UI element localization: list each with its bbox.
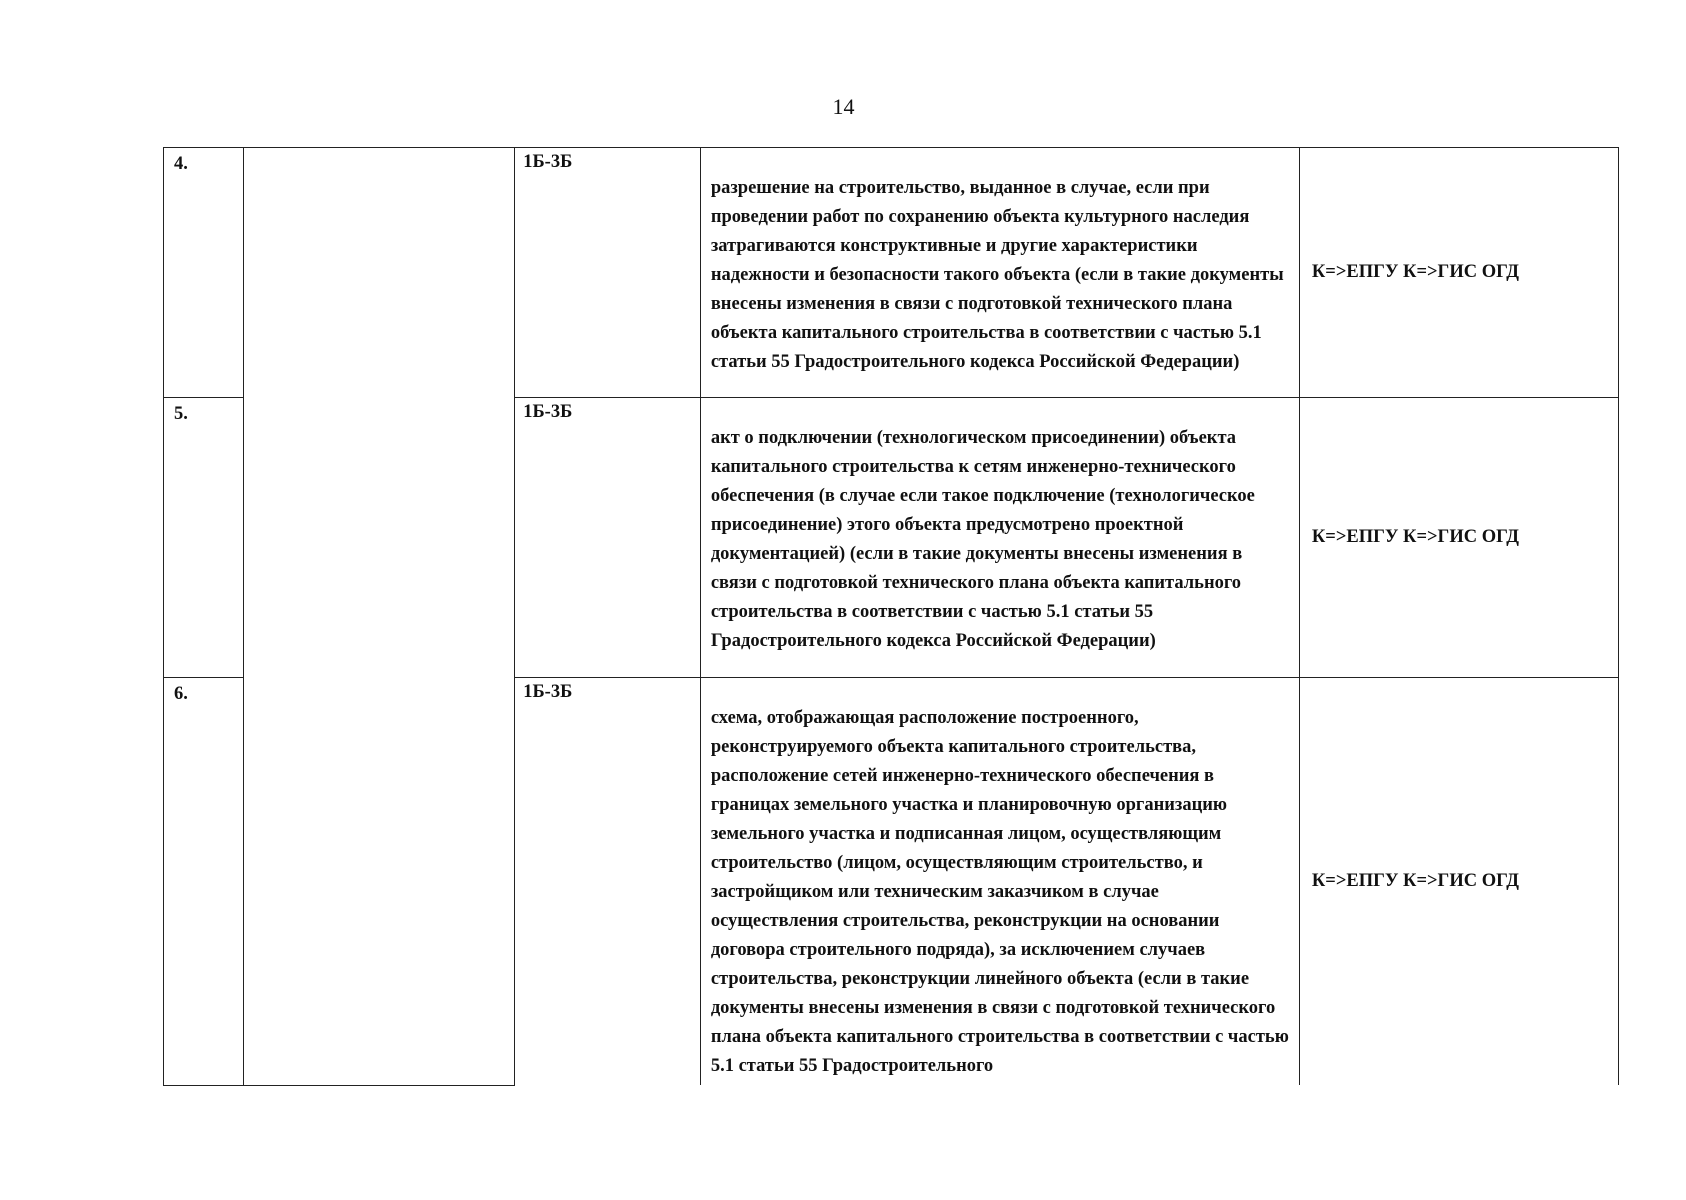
empty-column-cell <box>244 148 515 1086</box>
row-code: 1Б-3Б <box>515 148 701 398</box>
row-route: К=>ЕПГУ К=>ГИС ОГД <box>1299 148 1618 398</box>
table-row <box>164 148 1619 398</box>
row-description: разрешение на строительство, выданное в случае, если при проведении работ по сохранению объекта культурного наследия затрагиваются конструктивные и другие характеристики надежности и безопасности такого объекта (если в такие документы внесены изменения в связи с подготовкой технического плана объекта капитального строительства в соответствии с частью 5.1 статьи 55 Градостроительного кодекса Российской Федерации) <box>700 148 1299 398</box>
row-code: 1Б-3Б <box>515 678 701 1086</box>
page-number: 14 <box>832 94 855 119</box>
row-code: 1Б-3Б <box>515 398 701 678</box>
row-number: 4. <box>164 148 244 398</box>
documents-table <box>163 147 1619 1086</box>
row-number: 6. <box>164 678 244 1086</box>
row-route: К=>ЕПГУ К=>ГИС ОГД <box>1299 398 1618 678</box>
row-description: акт о подключении (технологическом присоединении) объекта капитального строительства к сетям инженерно-технического обеспечения (в случае если такое подключение (технологическое присоединение) этого объекта предусмотрено проектной документацией) (если в такие документы внесены изменения в связи с подготовкой технического плана объекта капитального строительства в соответствии с частью 5.1 статьи 55 Градостроительного кодекса Российской Федерации) <box>700 398 1299 678</box>
row-description: схема, отображающая расположение построенного, реконструируемого объекта капитального строительства, расположение сетей инженерно-технического обеспечения в границах земельного участка и планировочную организацию земельного участка и подписанная лицом, осуществляющим строительство (лицом, осуществляющим строительство, и застройщиком или техническим заказчиком в случае осуществления строительства, реконструкции на основании договора строительного подряда), за исключением случаев строительства, реконструкции линейного объекта (если в такие документы внесены изменения в связи с подготовкой технического плана объекта капитального строительства в соответствии с частью 5.1 статьи 55 Градостроительного <box>700 678 1299 1086</box>
row-number: 5. <box>164 398 244 678</box>
row-route: К=>ЕПГУ К=>ГИС ОГД <box>1299 678 1618 1086</box>
